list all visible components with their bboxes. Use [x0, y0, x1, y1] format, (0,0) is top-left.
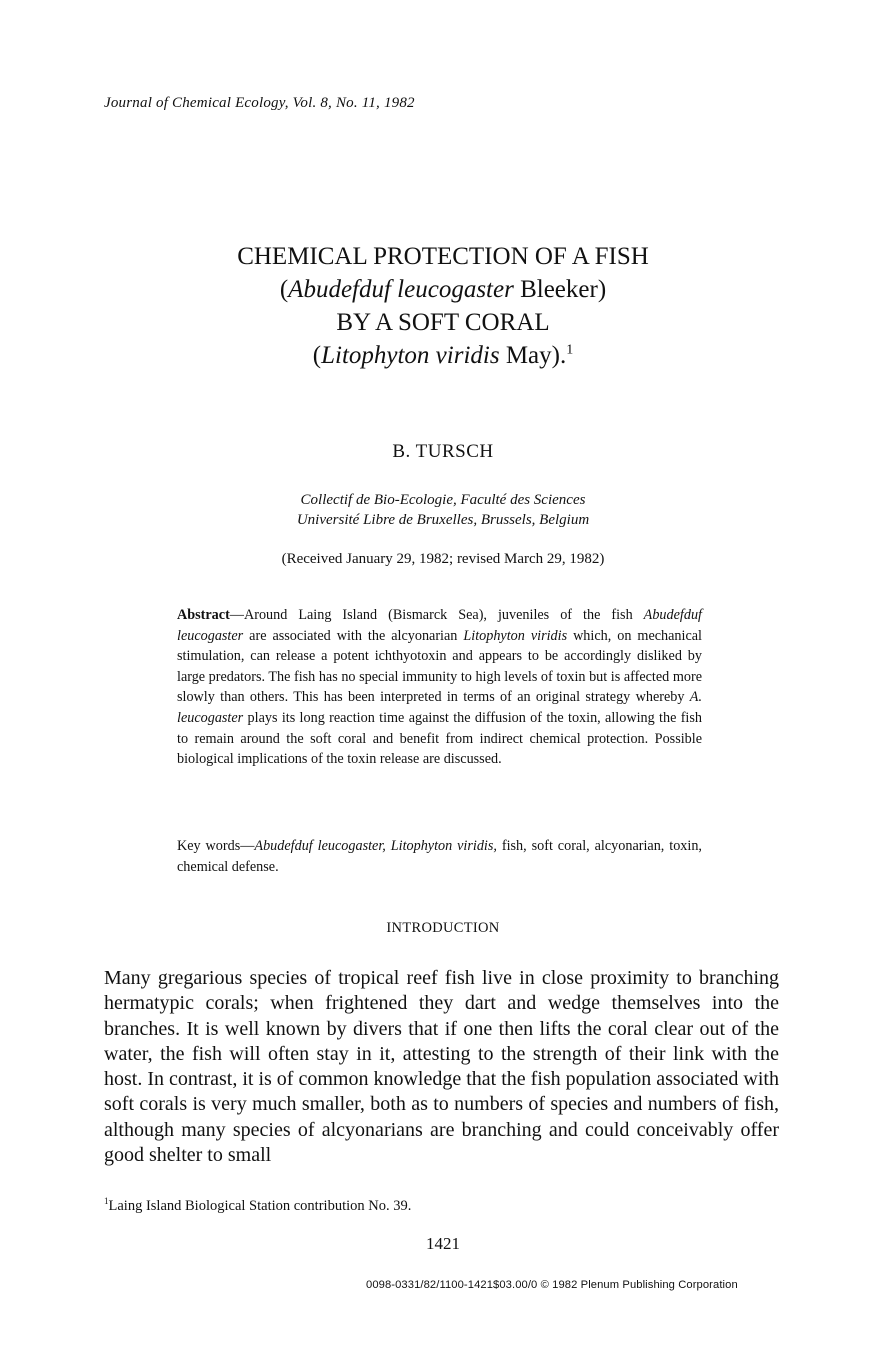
abstract: Abstract—Around Laing Island (Bismarck Sea), juveniles of the fish Abudefduf leucogaster are associated with the alcyonarian Litophyton viridis which, on mechanical stimulation, can release a potent ichthyotoxin and appears to be accordingly disliked by large predators. The fish has no special immunity to high levels of toxin but is affected more slowly than others. This has been interpreted in terms of an original strategy whereby A. leucogaster plays its long reaction time against the diffusion of the toxin, allowing the fish to remain around the soft coral and benefit from indirect chemical protection. Possible biological implications of the toxin release are discussed. — [177, 607, 702, 768]
copyright-line: 0098-0331/82/1100-1421$03.00/0 © 1982 Plenum Publishing Corporation — [366, 1279, 738, 1291]
title-line-4: (Litophyton viridis May).$^1$ — [312, 342, 574, 369]
title-footnote-mark: 1 — [566, 342, 574, 358]
page-number: 1421 — [426, 1234, 460, 1253]
title-line-1: CHEMICAL PROTECTION OF A FISH — [237, 243, 649, 270]
author-affiliation — [0, 490, 886, 530]
affiliation-line-1: Collectif de Bio-Ecologie, Faculté des Sciences — [300, 492, 586, 508]
author-name: B. TURSCH — [392, 441, 494, 462]
section-heading-introduction: INTRODUCTION — [386, 920, 500, 936]
journal-citation: Journal of Chemical Ecology, Vol. 8, No. 11, 1982 — [104, 95, 415, 111]
title-species-fish: Abudefduf leucogaster — [288, 276, 514, 303]
footnote — [104, 1198, 411, 1215]
paper-title — [0, 240, 886, 372]
affiliation-line-2: Université Libre de Bruxelles, Brussels, Belgium — [296, 512, 590, 528]
introduction-paragraph: Many gregarious species of tropical reef fish live in close proximity to branching hermatypic corals; when frightened they dart and wedge themselves into the branches. It is well known by divers that if one then lifts the coral clear out of the water, the fish will often stay in it, attesting to the strength of their link with the host. In contrast, it is of common knowledge that the fish population associated with soft corals is very much smaller, both as to numbers of species and numbers of fish, although many species of alcyonarians are branching and could conceivably offer good shelter to small — [104, 967, 779, 1167]
received-dates: (Received January 29, 1982; revised March 29, 1982) — [281, 551, 605, 567]
abstract-label: Abstract — [177, 607, 230, 623]
title-line-3: BY A SOFT CORAL — [336, 309, 550, 336]
keywords-label: Key words— — [177, 838, 255, 854]
title-species-coral: Litophyton viridis — [321, 342, 500, 369]
footnote-text: Laing Island Biological Station contribution No. 39. — [108, 1198, 412, 1214]
title-line-2: (Abudefduf leucogaster Bleeker) — [279, 276, 607, 303]
footnote-mark: 1 — [104, 1196, 109, 1207]
key-words: Key words—Abudefduf leucogaster, Litophyton viridis, fish, soft coral, alcyonarian, toxin, chemical defense. — [177, 838, 702, 875]
